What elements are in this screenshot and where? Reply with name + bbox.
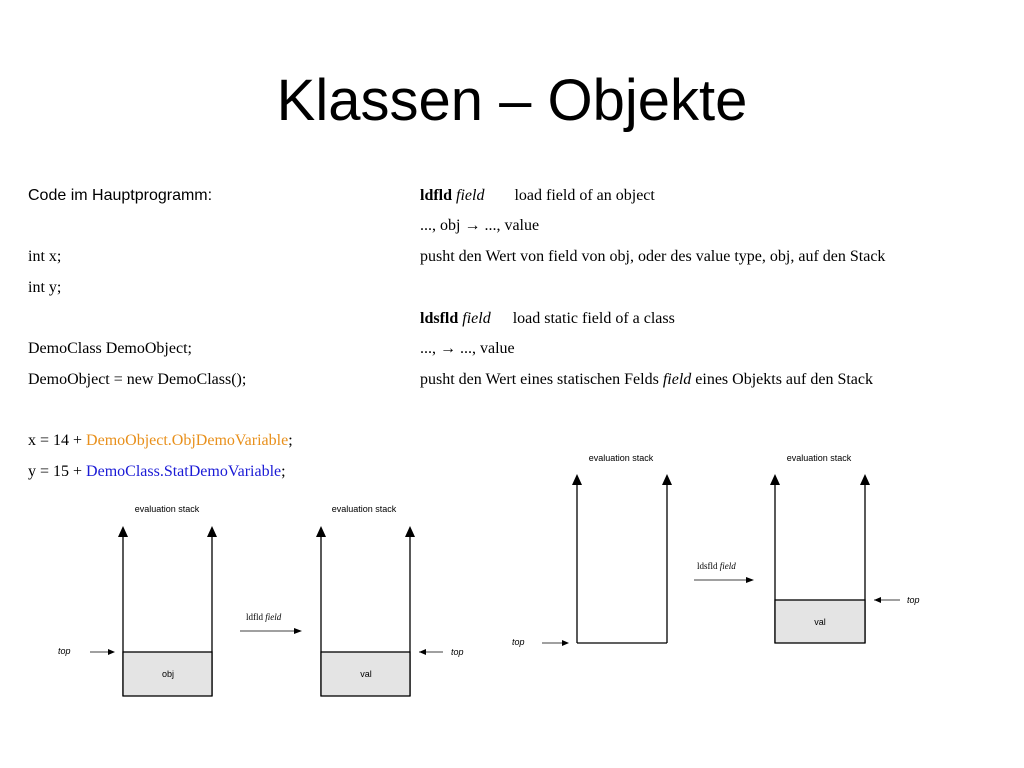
ldsfld-description: load static field of a class [512, 310, 675, 327]
arrow-up-icon [662, 474, 672, 485]
ldsfld-transition-op: ldsfld [697, 561, 718, 571]
cell-label-val: val [814, 617, 826, 627]
ldsfld-arg: field [462, 310, 491, 327]
arrow-left-icon [419, 649, 426, 655]
ldsfld-opcode: ldsfld [420, 310, 459, 327]
ldfld-opcode: ldfld [420, 187, 453, 204]
arrow-up-icon [770, 474, 780, 485]
arrow-up-icon [860, 474, 870, 485]
instance-field-reference: DemoObject.ObjDemoVariable [86, 432, 289, 449]
code-heading: Code im Hauptprogramm: [28, 187, 213, 204]
code-x-suffix: ; [288, 432, 293, 449]
ldsfld-stack-after [770, 453, 920, 643]
code-line-instantiation: DemoObject = new DemoClass(); [28, 371, 247, 388]
ldfld-transition [240, 612, 302, 634]
code-line-declaration: DemoClass DemoObject; [28, 340, 192, 357]
ldsfld-transition [694, 561, 754, 583]
static-field-reference: DemoClass.StatDemoVariable [86, 463, 282, 480]
ldfld-explanation: pusht den Wert von field von obj, oder des value type, obj, auf den Stack [420, 248, 886, 265]
code-line-int-x: int x; [28, 248, 62, 265]
ldsfld-text-field: field [662, 371, 692, 388]
ldsfld-transition-label [697, 561, 736, 571]
ldsfld-text-prefix: pusht den Wert eines statischen Felds [420, 371, 663, 388]
arrow-up-icon [118, 526, 128, 537]
code-y-prefix: y = 15 + [28, 463, 87, 480]
ldfld-stack-after [316, 504, 464, 696]
eval-stack-label: evaluation stack [331, 504, 397, 514]
ldfld-arg: field [456, 187, 485, 204]
top-label: top [58, 646, 71, 656]
arrow-up-icon [405, 526, 415, 537]
code-line-int-y: int y; [28, 279, 62, 296]
eval-stack-label: evaluation stack [588, 453, 654, 463]
top-label: top [512, 637, 525, 647]
ldsfld-stack-before [512, 453, 672, 647]
cell-label-val: val [360, 669, 372, 679]
code-x-prefix: x = 14 + [28, 432, 87, 449]
eval-stack-label: evaluation stack [134, 504, 200, 514]
arrow-right-icon [294, 628, 302, 634]
arrow-left-icon [874, 597, 881, 603]
ldfld-transition-label [246, 612, 282, 622]
arrow-right-icon [746, 577, 754, 583]
ldsfld-text-suffix: eines Objekts auf den Stack [691, 371, 873, 388]
ldfld-transition-field: field [265, 612, 282, 622]
ldfld-stack-before [58, 504, 217, 696]
ldfld-transition-op: ldfld [246, 612, 263, 622]
top-label: top [451, 647, 464, 657]
ldfld-stack-transition: ..., obj → ..., value [420, 217, 540, 234]
ldfld-description: load field of an object [514, 187, 655, 204]
ldsfld-stack-transition: ..., → ..., value [420, 340, 515, 357]
arrow-up-icon [316, 526, 326, 537]
arrow-up-icon [207, 526, 217, 537]
arrow-right-icon [562, 640, 569, 646]
top-label: top [907, 595, 920, 605]
code-y-suffix: ; [281, 463, 286, 480]
ldsfld-transition-field: field [719, 561, 736, 571]
cell-label-obj: obj [161, 669, 175, 679]
eval-stack-label: evaluation stack [786, 453, 852, 463]
arrow-up-icon [572, 474, 582, 485]
slide-title: Klassen – Objekte [276, 68, 748, 133]
arrow-right-icon [108, 649, 115, 655]
